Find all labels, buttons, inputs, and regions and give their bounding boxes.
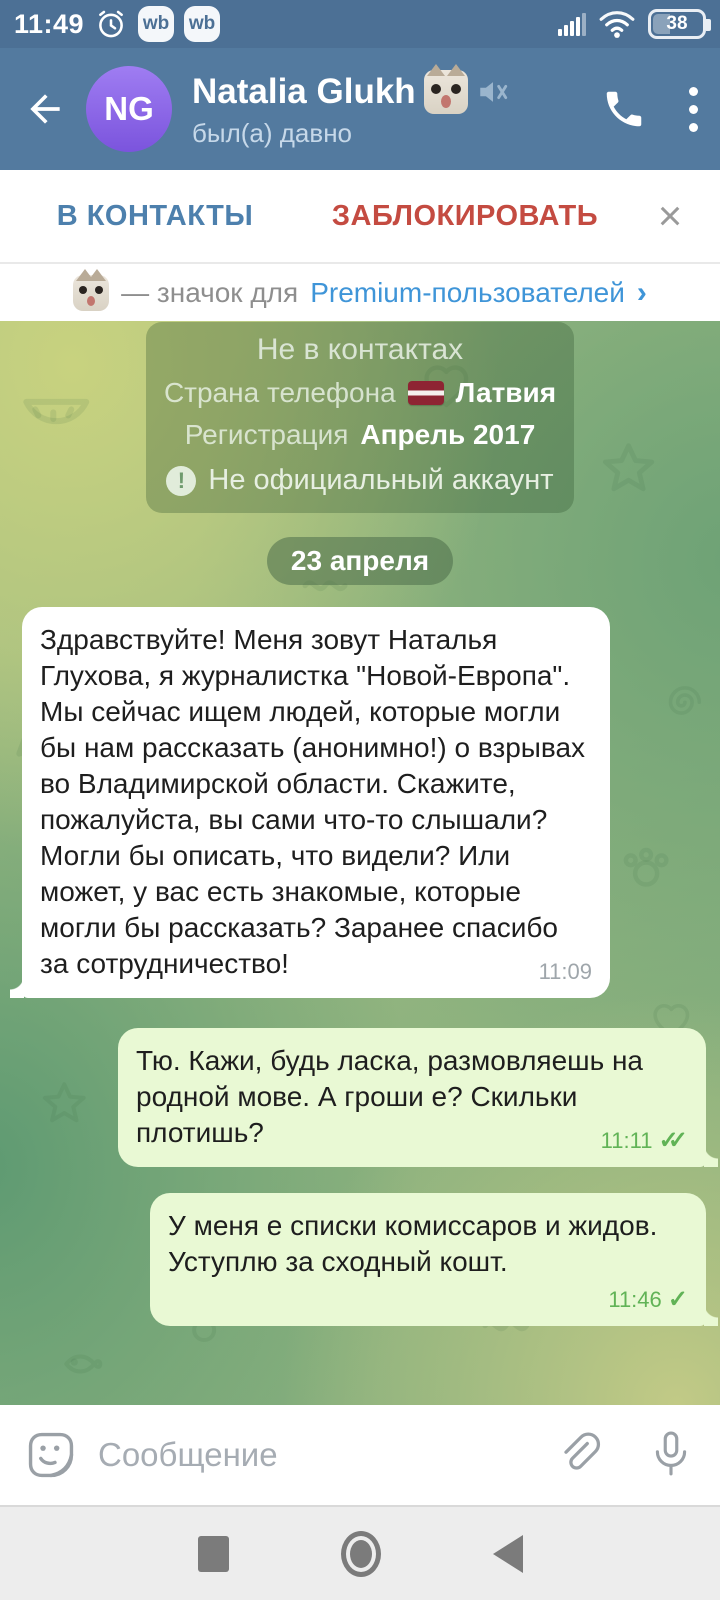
- double-check-icon: ✓✓: [658, 1127, 678, 1154]
- attach-paperclip-icon[interactable]: [554, 1431, 602, 1479]
- battery-percent: 38: [666, 13, 688, 34]
- contact-action-bar: [0, 170, 720, 262]
- wifi-icon: [598, 8, 636, 40]
- sticker-emoji-button[interactable]: [26, 1430, 76, 1480]
- user-info-card: [146, 322, 574, 513]
- block-button[interactable]: ЗАБЛОКИРОВАТЬ: [331, 199, 599, 232]
- status-bar: [0, 0, 720, 48]
- premium-row-text: — значок для: [121, 276, 299, 308]
- android-back-button[interactable]: [493, 1535, 523, 1573]
- chat-area: [0, 321, 720, 1405]
- chat-title-block[interactable]: [192, 70, 510, 149]
- chat-header: [0, 48, 720, 170]
- bubble-tail: [704, 1304, 718, 1326]
- unofficial-account-label: Не официальный аккаунт: [208, 464, 554, 496]
- cat-emoji-icon: [73, 275, 109, 311]
- home-button[interactable]: [341, 1531, 381, 1577]
- bubble-tail: [10, 976, 24, 998]
- alarm-icon: [94, 7, 128, 41]
- not-in-contacts-label: Не в контактах: [256, 333, 464, 366]
- status-time: 11:49: [14, 8, 85, 39]
- message-time: 11:46 ✓: [608, 1282, 688, 1318]
- muted-icon: [476, 75, 510, 109]
- registration-value: Апрель 2017: [360, 419, 536, 450]
- registration-label: Регистрация: [184, 419, 349, 450]
- recents-button[interactable]: [198, 1536, 229, 1572]
- add-to-contacts-button[interactable]: В КОНТАКТЫ: [56, 199, 254, 232]
- chevron-right-icon[interactable]: ›: [636, 275, 647, 309]
- wb-notification-icon: wb: [138, 6, 174, 42]
- back-button[interactable]: [18, 82, 72, 136]
- message-bubble-outgoing[interactable]: [118, 1028, 706, 1167]
- chat-title: Natalia Glukh: [192, 71, 416, 111]
- warning-icon: !: [166, 466, 196, 496]
- message-time: 11:09: [538, 959, 592, 984]
- message-text: У меня е списки комиссаров и жидов. Уступлю за сходный кошт.: [168, 1210, 658, 1277]
- date-chip[interactable]: 23 апреля: [267, 537, 453, 585]
- microphone-icon[interactable]: [648, 1429, 694, 1481]
- wb-notification-icon: wb: [184, 6, 220, 42]
- call-button[interactable]: [601, 86, 647, 132]
- message-time: 11:11 ✓✓: [601, 1123, 688, 1159]
- message-bubble-incoming[interactable]: [22, 607, 610, 998]
- avatar[interactable]: NG: [86, 66, 172, 152]
- menu-button[interactable]: [685, 83, 702, 136]
- check-icon: ✓: [667, 1286, 678, 1313]
- back-arrow-icon: [23, 87, 67, 131]
- premium-link[interactable]: Premium-пользователей: [310, 276, 625, 308]
- cat-emoji-status-icon: [424, 70, 468, 114]
- phone-country-label: Страна телефона: [163, 377, 396, 408]
- bubble-tail: [704, 1145, 718, 1167]
- message-composer: [0, 1405, 720, 1505]
- message-text: Здравствуйте! Меня зовут Наталья Глухова, я журналистка "Новой-Европа". Мы сейчас ищем людей, которые могли бы нам рассказать (анонимно!) о взрывах во Владимирской области. Скажите, пожалуйста, вы сами что-то слышали? Могли бы описать, что видели? Или может, у вас есть знакомые, которые могли бы рассказать? Заранее спасибо за сотрудничество!: [40, 624, 586, 979]
- premium-emoji-row: [0, 264, 720, 321]
- close-icon[interactable]: ×: [657, 192, 683, 239]
- android-nav-bar: [0, 1505, 720, 1600]
- message-input[interactable]: Сообщение: [98, 1436, 278, 1473]
- message-bubble-outgoing[interactable]: [150, 1193, 706, 1326]
- last-seen-status: был(а) давно: [192, 117, 353, 148]
- message-text: Тю. Кажи, будь ласка, размовляешь на родной мове. А гроши е? Скильки плотишь?: [136, 1045, 644, 1148]
- signal-icon: [558, 13, 586, 36]
- battery-icon: [648, 9, 706, 39]
- latvia-flag-icon: [408, 381, 444, 405]
- phone-country-value: Латвия: [455, 377, 557, 408]
